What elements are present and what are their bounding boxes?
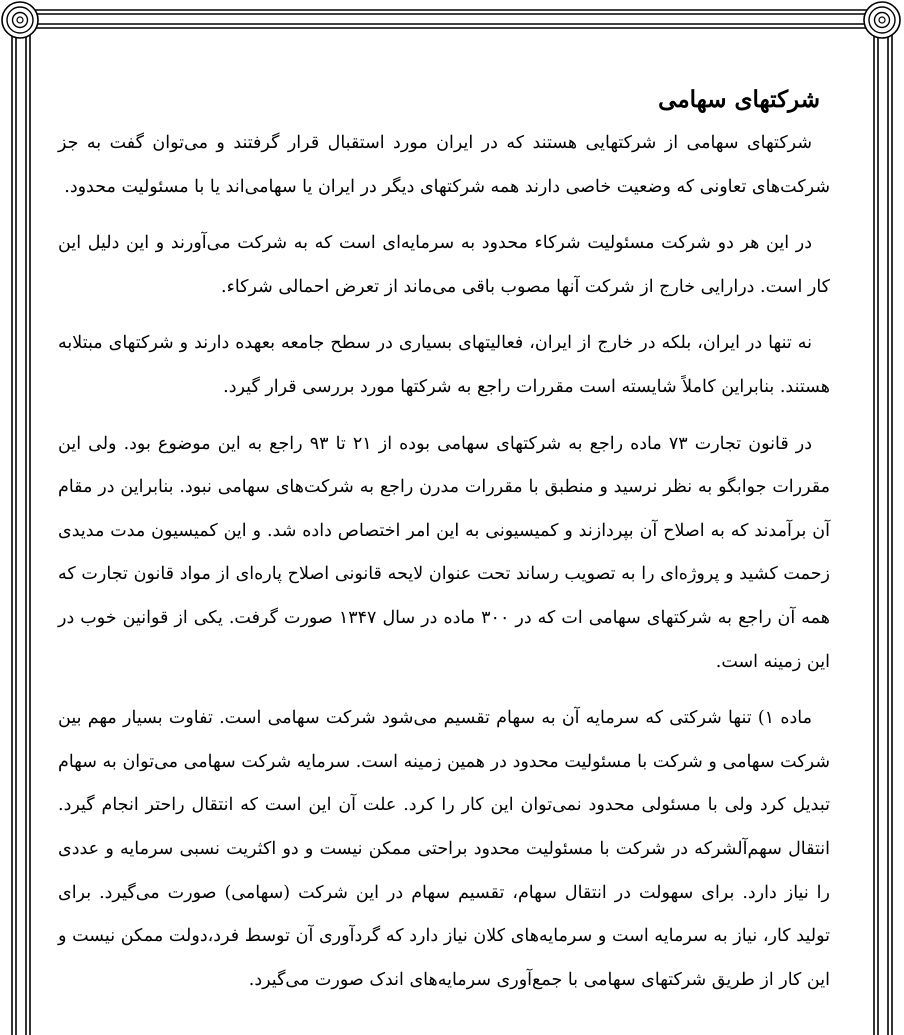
corner-ornament-top-right	[864, 2, 900, 38]
document-body	[58, 78, 830, 1015]
paragraph-1: شرکتهای سهامی از شرکتهایی هستند که در ایران مورد استقبال قرار گرفتند و می‌توان گفت به جز شرکت‌های تعاونی که وضعیت خاصی دارند همه شرکتهای دیگر در ایران یا سهامی‌اند یا با مسئولیت محدود.	[58, 133, 830, 197]
paragraph-4: در قانون تجارت ۷۳ ماده راجع به شرکتهای سهامی بوده از ۲۱ تا ۹۳ راجع به این موضوع بود. ولی این مقررات جوابگو به نظر نرسید و منطبق با مقررات مدرن راجع به شرکت‌های سهامی نبود. بنابراین در مقام آن برآمدند که به اصلاح آن بپردازند و کمیسیونی به این امر اختصاص داده شد. و این کمیسیون مدت مدیدی زحمت کشید و پروژه‌ای را به تصویب رساند تحت عنوان لایحه قانونی اصلاح پاره‌ای از مواد قانون تجارت که همه آن راجع به شرکتهای سهامی ات که در ۳۰۰ ماده در سال ۱۳۴۷ صورت گرفت. یکی از قوانین خوب در این زمینه است.	[58, 433, 831, 672]
page-title: شرکتهای سهامی	[658, 86, 820, 113]
paragraph-2: در این هر دو شرکت مسئولیت شرکاء محدود به سرمایه‌ای است که به شرکت می‌آورند و این دلیل این کار است. درارایی خارج از شرکت آنها مصوب باقی می‌ماند از تعرض احمالی شرکاء.	[58, 233, 830, 297]
corner-ornament-top-left	[2, 2, 38, 38]
paragraph-5: ماده ۱) تنها شرکتی که سرمایه آن به سهام تقسیم می‌شود شرکت سهامی است. تفاوت بسیار مهم بین شرکت سهامی و شرکت با مسئولیت محدود در همین زمینه است. سرمایه شرکت سهامی می‌توان به سهام تبدیل کرد ولی با مسئولی محدود نمی‌توان این کار را کرد. علت آن این است که انتقال راحتر انجام گیرد. انتقال سهم‌آلشرکه در شرکت با مسئولیت محدود براحتی ممکن نیست و دو اکثریت نسبی سرمایه و عددی را نیاز دارد. برای سهولت در انتقال سهام، تقسیم سهام در این شرکت (سهامی) صورت می‌گیرد. برای تولید کار، نیاز به سرمایه است و سرمایه‌های کلان نیاز دارد که گردآوری آن توسط فرد،دولت ممکن نیست و این کار از طریق شرکتهای سهامی با جمع‌آوری سرمایه‌های اندک صورت می‌گیرد.	[58, 708, 830, 990]
paragraph-3: نه تنها در ایران، بلکه در خارج از ایران، فعالیتهای بسیاری در سطح جامعه بعهده دارند و شرکتهای مبتلابه هستند. بنابراین کاملاً شایسته است مقررات راجع به شرکتها مورد بررسی قرار گیرد.	[58, 333, 830, 397]
